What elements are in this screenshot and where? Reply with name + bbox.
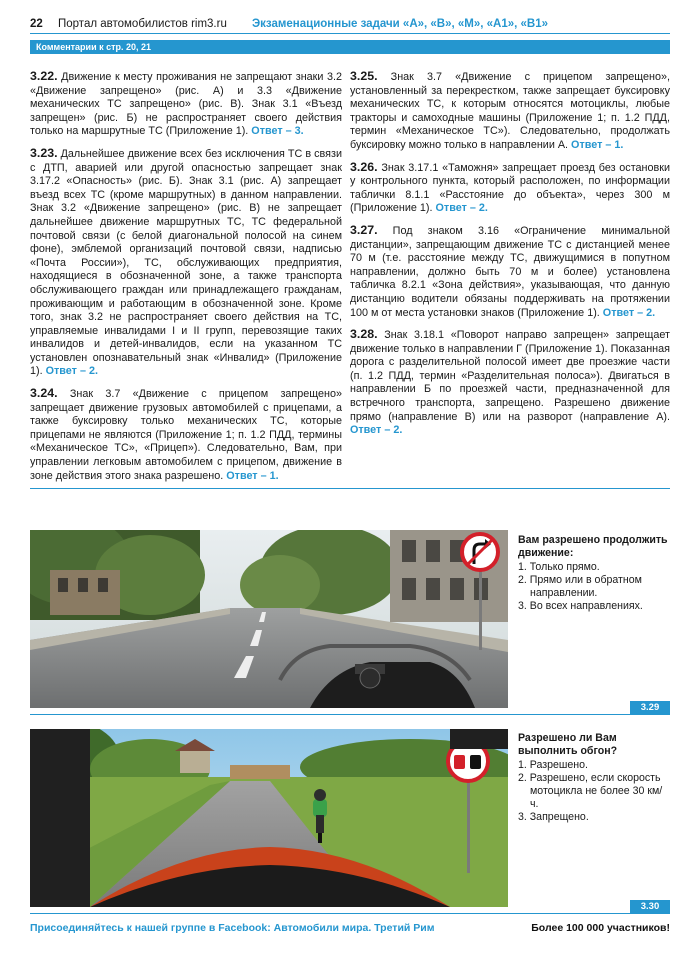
answer-options <box>518 759 668 824</box>
answer-option: 3. Во всех направлениях. <box>518 600 643 612</box>
section-divider <box>30 488 670 489</box>
comment-text: Знак 3.7 «Движение с прицепом запрещено», установленный за перекрестком, также запрещает буксировку механических ТС, к которым относятся мотоциклы, любые тракторы и самоходные машины (Приложение 1; п. 1.2 ПДД, термин «Механическое ТС»). Следовательно, продолжать буксировку можно только в направлении А. <box>350 71 670 151</box>
comment-paragraph <box>30 70 342 139</box>
answer-option: 2. Разрешено, если скорость мотоцикла не более 30 км/ч. <box>518 772 663 810</box>
comment-paragraph <box>30 147 342 379</box>
comment-number: 3.26. <box>350 159 378 174</box>
question-title: Разрешено ли Вам выполнить обгон? <box>518 732 618 757</box>
comment-paragraph <box>350 224 670 320</box>
question-divider <box>30 913 670 914</box>
comment-text: Под знаком 3.16 «Ограничение минимальной дистанции», запрещающим движение ТС с дистанцией менее 70 м (т.е. расстояние между ТС, движущимися в попутном направлении, должно быть 70 м и более) установлена табличка 8.2.1 «Зона действия», указывающая, что данную дистанцию водители обязаны поддерживать на протяжении 100 м от места установки знаков (Приложение 1). <box>350 224 670 319</box>
answer-options <box>518 561 668 613</box>
comment-number: 3.22. <box>30 69 58 83</box>
comment-text: Движение к месту проживания не запрещают знаки 3.2 «Движение запрещено» (рис. А) и 3.3 «Движение механических ТС запрещено» (рис. В). Знак 3.1 «Въезд запрещен» (рис. Б) не распространяет своего действия только на маршрутные ТС (Приложение 1). <box>30 71 342 138</box>
question-3-29 <box>518 534 668 613</box>
comment-number: 3.25. <box>350 69 378 83</box>
comment-paragraph <box>350 328 670 438</box>
comment-answer: Ответ – 2. <box>435 202 488 215</box>
comment-number: 3.24. <box>30 386 58 401</box>
comment-answer: Ответ – 2. <box>602 306 656 319</box>
question-photo-3-30 <box>30 729 508 907</box>
facebook-group-link[interactable]: Присоединяйтесь к нашей группе в Facebook: Автомобили мира. Третий Рим <box>30 922 435 934</box>
question-title: Вам разрешено продолжить движение: <box>518 534 668 559</box>
comment-number: 3.27. <box>350 222 378 237</box>
comment-answer: Ответ – 2. <box>45 365 98 378</box>
comment-number: 3.23. <box>30 145 58 160</box>
answer-option: 1. Разрешено. <box>518 759 588 771</box>
no-right-turn-sign-icon <box>462 534 498 570</box>
comments-bar: Комментарии к стр. 20, 21 <box>30 40 670 54</box>
portal-name: Портал автомобилистов rim3.ru <box>58 18 227 30</box>
right-column <box>350 70 670 446</box>
comment-paragraph <box>30 387 342 483</box>
exam-title: Экзаменационные задачи «А», «В», «М», «А1», «В1» <box>252 18 549 30</box>
comment-text: Знак 3.18.1 «Поворот направо запрещен» запрещает движение только в направлении Г (Приложение 1). Показанная дорога с разделительной полосой имеет две проезжие части (п. 1.2 ПДД, термин «Разделительная полоса»). Двигаться в направлении Б по проезжей части, предназначенной для встречного транспорта, запрещено. Разрешено движение прямо (направление В) или на разворот (направление А). <box>350 329 670 423</box>
page-header <box>30 14 670 34</box>
answer-option: 1. Только прямо. <box>518 561 600 573</box>
question-number-tag: 3.30 <box>630 900 670 913</box>
question-number-tag: 3.29 <box>630 701 670 714</box>
question-3-30 <box>518 732 668 824</box>
comment-answer: Ответ – 1. <box>571 138 624 151</box>
comment-text: Знак 3.7 «Движение с прицепом запрещено» запрещает движение грузовых автомобилей с прицепами, а также буксировку только механических ТС, которые прицепами не являются (Приложение 1; п. 1.2 ПДД, термины «Механическое ТС», «Прицеп»). Следовательно, Вам, при управлении легковым автомобилем с прицепом, движение в зоне действия этого знака разрешено. <box>30 388 342 482</box>
comment-text: Дальнейшее движение всех без исключения ТС в связи с ДТП, аварией или другой опасностью запрещает знак 3.17.2 «Опасность» (рис. Б). Знак 3.1 (рис. А) запрещает въезд всех ТС (кроме маршрутных) в данном направлении. Знак 3.2 «Движение запрещено» (рис. В) не запрещает дальнейшее движение маршрутных ТС, ТС федеральной почтовой связи (с белой диагональной полосой на синем фоне), эмблемой организаций почтовой связи, надписью «Почта России»), ТС, обслуживающих предприятия, находящиеся в обозначенной зоне, а также транспорта обслуживающего граждан или принадлежащего гражданам, проживающим и работающим в обозначенной зоне. Кроме того, знак 3.2 не распространяет своего действия на ТС, управляемые инвалидами I и II групп, перевозящие таких инвалидов и детей-инвалидов, если на указанном ТС установлен опознавательный знак «Инвалид» (Приложение 1). <box>30 147 342 378</box>
comment-paragraph <box>350 70 670 153</box>
answer-option: 2. Прямо или в обратном направлении. <box>518 574 642 599</box>
header-divider <box>30 33 670 34</box>
comment-number: 3.28. <box>350 327 378 342</box>
left-column <box>30 70 342 491</box>
comment-text: Знак 3.17.1 «Таможня» запрещает проезд без остановки у контрольного пункта, который расположен, по информации таблички 8.1.1 «Расстояние до объекта», через 300 м (Приложение 1). <box>350 161 670 215</box>
comment-answer: Ответ – 2. <box>350 424 403 437</box>
page-number: 22 <box>30 18 43 30</box>
question-divider <box>30 714 670 715</box>
comment-answer: Ответ – 3. <box>251 125 304 138</box>
comment-paragraph <box>350 161 670 216</box>
answer-option: 3. Запрещено. <box>518 811 589 823</box>
question-photo-3-29 <box>30 530 508 708</box>
members-count: Более 100 000 участников! <box>531 922 670 934</box>
comment-answer: Ответ – 1. <box>226 469 279 482</box>
